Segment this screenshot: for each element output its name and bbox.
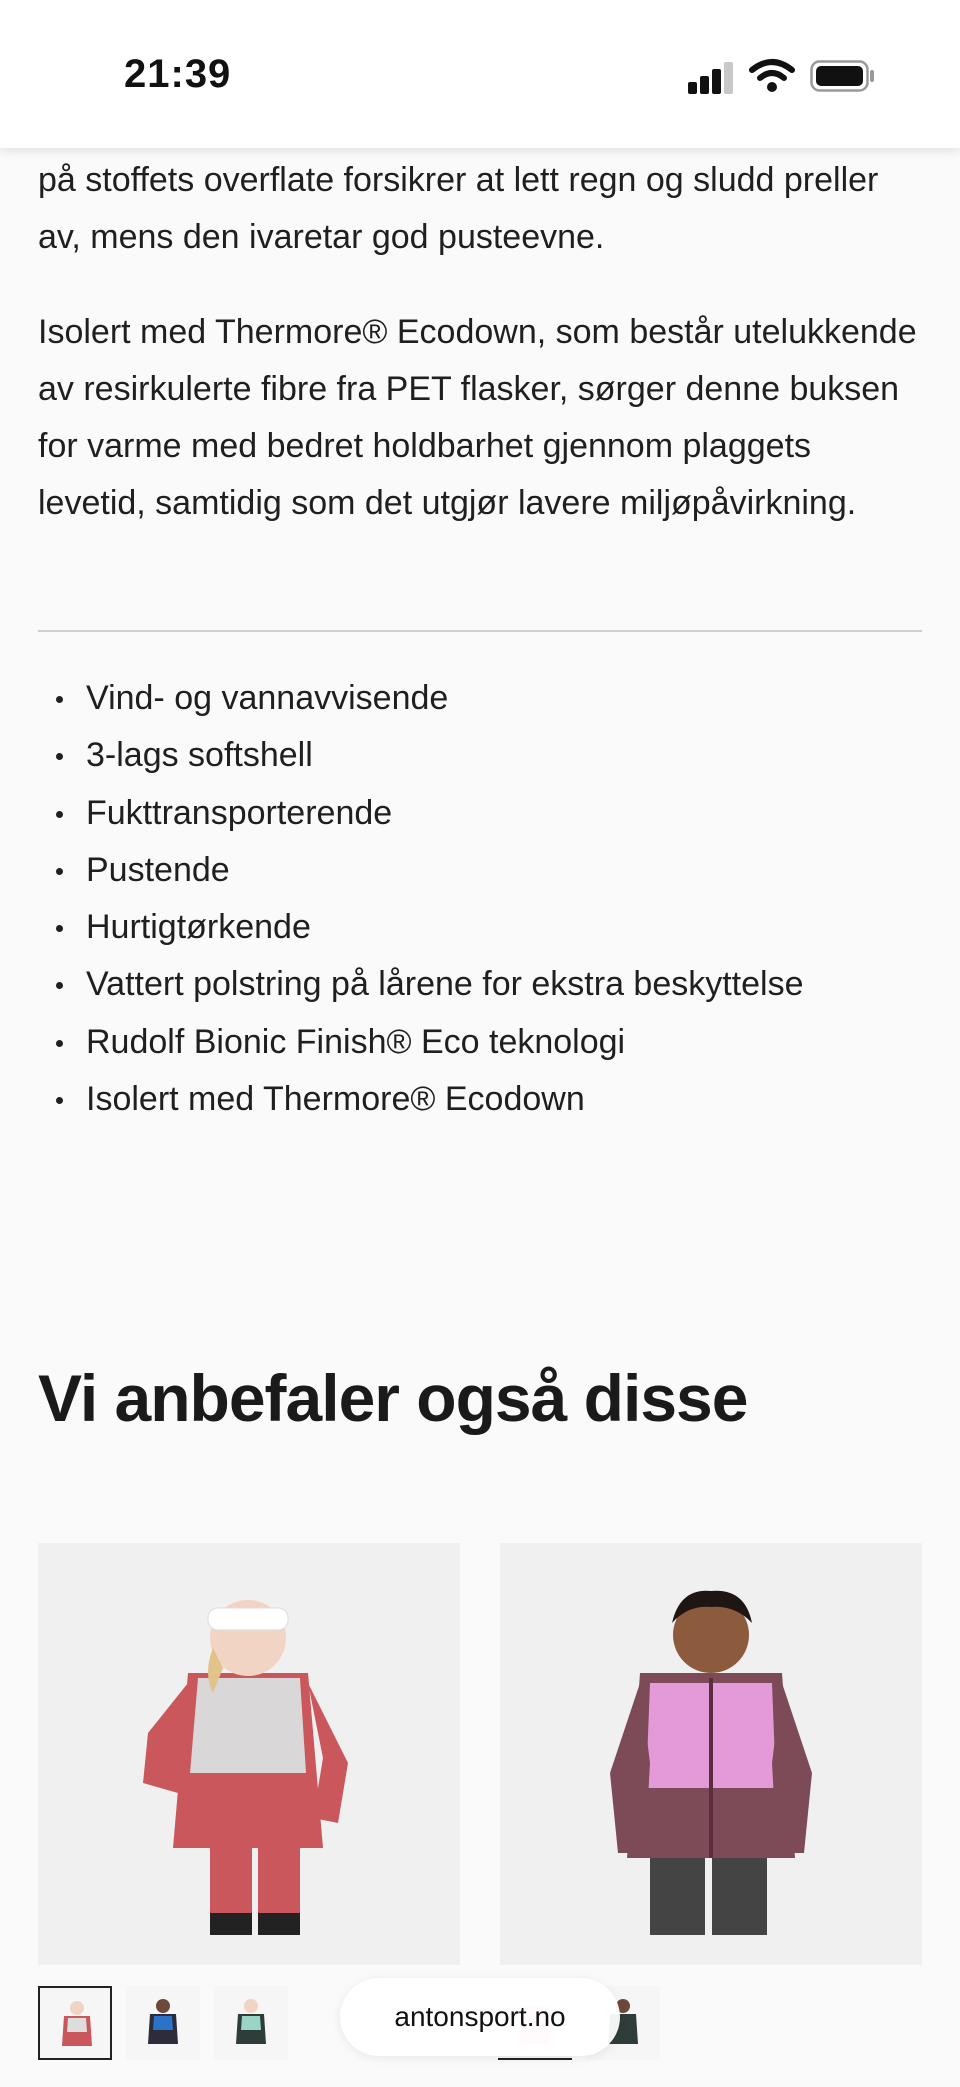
product-image xyxy=(38,1543,460,1965)
feature-item: Fukttransporterende xyxy=(38,785,922,842)
recommendations-heading: Vi anbefaler også disse xyxy=(38,1361,748,1435)
wifi-icon xyxy=(748,58,796,94)
product-image xyxy=(500,1543,922,1965)
feature-item: 3-lags softshell xyxy=(38,727,922,784)
feature-item: Pustende xyxy=(38,842,922,899)
description-paragraph: Isolert med Thermore® Ecodown, som består utelukkende av resirkulerte fibre fra PET flasker, sørger denne buksen for varme med bedret holdbarhet gjennom plaggets levetid, samtidig som det utgjør lavere miljøpåvirkning. xyxy=(38,313,917,522)
product-card[interactable] xyxy=(500,1543,922,1965)
feature-item: Isolert med Thermore® Ecodown xyxy=(38,1071,922,1128)
status-bar xyxy=(0,0,960,148)
divider xyxy=(38,630,922,632)
cellular-signal-icon xyxy=(688,62,734,94)
feature-list xyxy=(38,670,922,1128)
status-time: 21:39 xyxy=(124,52,232,96)
thumbnail[interactable] xyxy=(214,1986,288,2060)
feature-item: Rudolf Bionic Finish® Eco teknologi xyxy=(38,1014,922,1071)
browser-url-bar[interactable] xyxy=(340,1978,620,2056)
battery-icon xyxy=(810,60,876,92)
thumbnail[interactable] xyxy=(126,1986,200,2060)
feature-item: Vattert polstring på lårene for ekstra beskyttelse xyxy=(38,956,922,1013)
feature-item: Vind- og vannavvisende xyxy=(38,670,922,727)
feature-item: Hurtigtørkende xyxy=(38,899,922,956)
url-text: antonsport.no xyxy=(394,2001,566,2032)
thumbnail[interactable] xyxy=(38,1986,112,2060)
description-paragraph: på stoffets overflate forsikrer at lett regn og sludd preller av, mens den ivaretar god pusteevne. xyxy=(38,161,879,256)
product-card[interactable] xyxy=(38,1543,460,1965)
